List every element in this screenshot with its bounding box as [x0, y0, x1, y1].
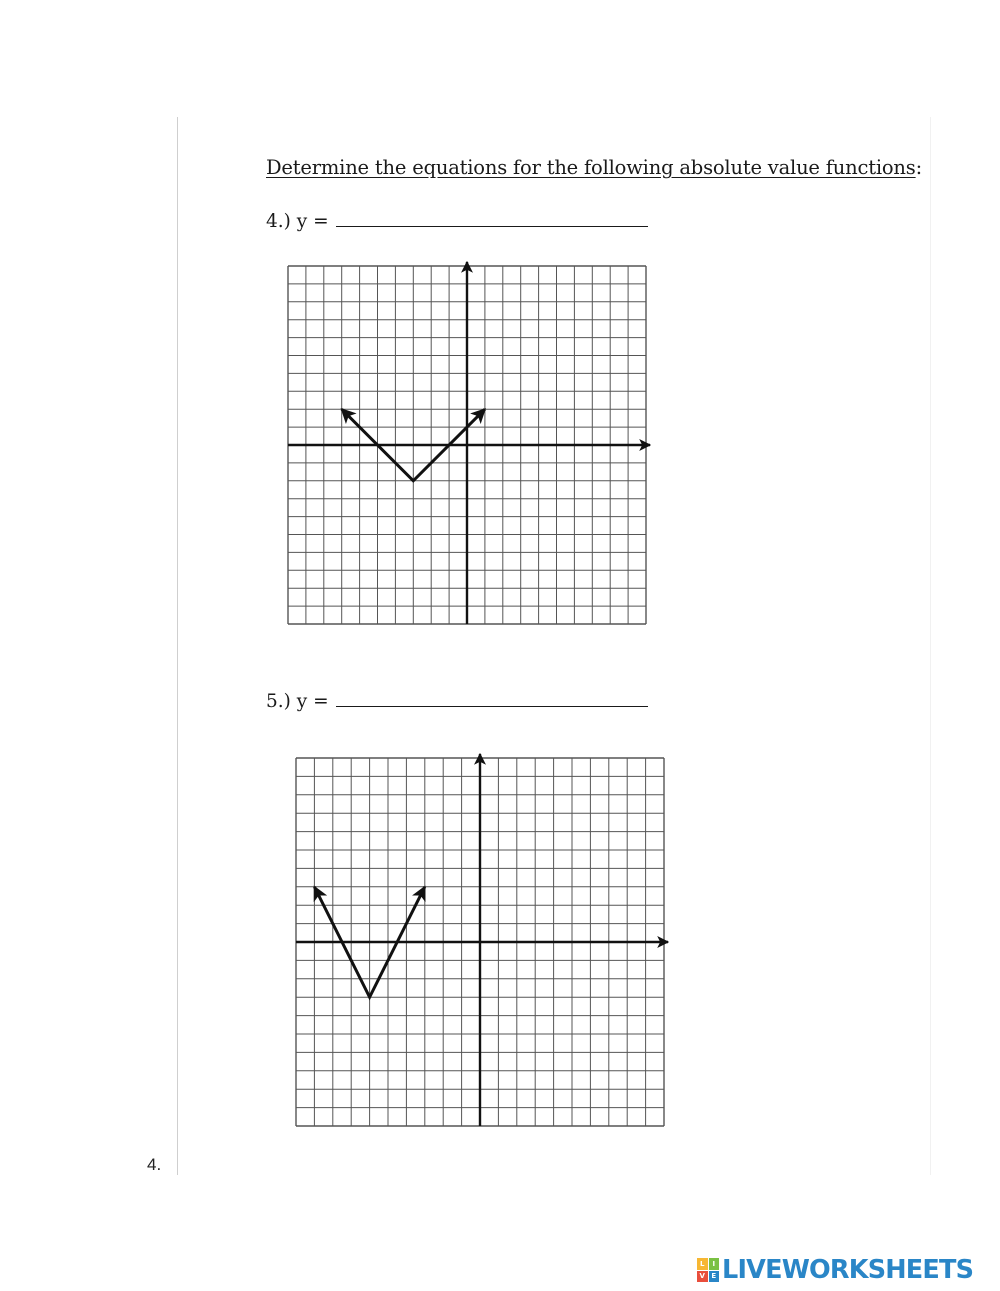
- brand-watermark: [697, 1255, 973, 1285]
- question-4-label: 4.) y =: [266, 211, 329, 232]
- question-5-label: 5.) y =: [266, 691, 329, 712]
- question-4: [266, 208, 648, 232]
- logo-letter: I: [709, 1258, 720, 1270]
- question-4-answer-blank[interactable]: [336, 208, 648, 227]
- instruction-colon: :: [915, 156, 922, 179]
- instruction-heading: [266, 156, 922, 179]
- graph-4-svg: [288, 266, 646, 624]
- logo-letter: E: [709, 1271, 720, 1283]
- graph-question-4: [288, 266, 646, 624]
- question-5: [266, 688, 648, 712]
- graph-5-svg: [296, 758, 664, 1126]
- right-margin-line: [930, 117, 931, 1175]
- graph-question-5: [296, 758, 664, 1126]
- logo-letter: V: [697, 1271, 708, 1283]
- logo-letter: L: [697, 1258, 708, 1270]
- instruction-text: Determine the equations for the following absolute value functions: [266, 156, 916, 179]
- question-5-answer-blank[interactable]: [336, 688, 648, 707]
- brand-name: LIVEWORKSHEETS: [722, 1255, 974, 1285]
- page-number: 4.: [147, 1155, 162, 1174]
- left-margin-line: [177, 117, 178, 1175]
- brand-logo-icon: [697, 1258, 719, 1282]
